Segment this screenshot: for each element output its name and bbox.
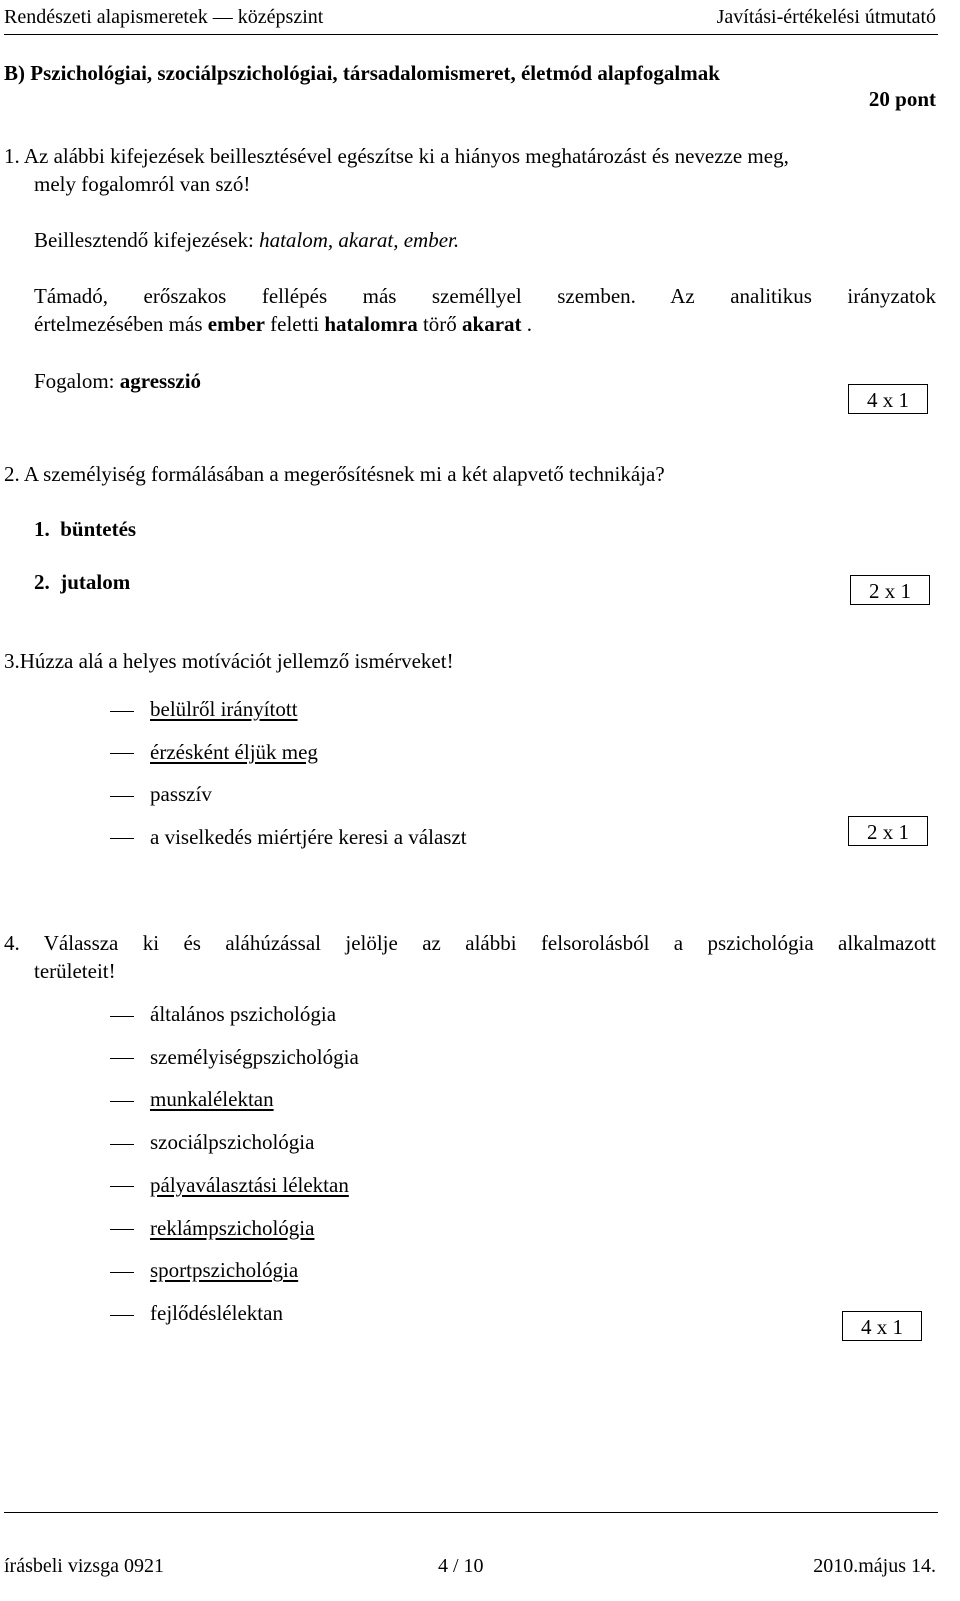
q3-item xyxy=(110,824,467,851)
dash-bullet-icon xyxy=(110,753,134,754)
q1-def-word-hatalomra: hatalomra xyxy=(324,312,418,336)
q1-definition-line1: Támadó, erőszakos fellépés más személlyel szemben. Az analitikus irányzatok xyxy=(34,284,936,308)
q2-answer-1: 1. büntetés xyxy=(34,517,137,541)
q1-concept-value: agresszió xyxy=(119,369,202,393)
dash-bullet-icon xyxy=(110,1315,134,1316)
q2-answer-2: 2. jutalom xyxy=(34,570,131,594)
q4-item xyxy=(110,1129,314,1156)
q2-score-box: 2 x 1 xyxy=(850,575,930,605)
q1-concept xyxy=(34,368,201,395)
q3-item xyxy=(110,696,298,723)
q4-line1-text: 4. Válassza ki és aláhúzással jelölje az alábbi felsorolásból a pszichológia alkalmazott xyxy=(4,931,936,955)
q1-definition-line2 xyxy=(34,311,532,338)
footer-page-number: 4 / 10 xyxy=(438,1555,484,1577)
q4-score-box: 4 x 1 xyxy=(842,1311,922,1341)
dash-bullet-icon xyxy=(110,1101,134,1102)
q4-item-text: általános pszichológia xyxy=(150,1002,337,1026)
q3-score-box: 2 x 1 xyxy=(848,816,928,846)
dash-bullet-icon xyxy=(110,838,134,839)
q1-def-word-ember: ember xyxy=(207,312,265,336)
q3-question: 3.Húzza alá a helyes motívációt jellemző ismérveket! xyxy=(4,649,454,673)
header-left: Rendészeti alapismeretek — középszint xyxy=(4,6,324,28)
q4-item xyxy=(110,1215,314,1242)
q3-item xyxy=(110,739,318,766)
q4-line2: területeit! xyxy=(34,959,116,983)
q4-line1 xyxy=(4,930,936,957)
q1-def-text: . xyxy=(521,312,533,336)
footer-left: írásbeli vizsga 0921 xyxy=(4,1555,164,1577)
dash-bullet-icon xyxy=(110,1144,134,1145)
q4-item xyxy=(110,1086,274,1113)
q3-item-text: a viselkedés miértjére keresi a választ xyxy=(150,824,467,849)
q4-item xyxy=(110,1172,349,1199)
q1-def-text: feletti xyxy=(264,312,325,336)
q1-concept-label: Fogalom: xyxy=(34,369,120,393)
q1-def-text: törő xyxy=(417,312,463,336)
q1-insert-label: Beillesztendő kifejezések: xyxy=(34,228,260,252)
q4-item xyxy=(110,1044,359,1071)
q4-item-text: sportpszichológia xyxy=(150,1258,299,1283)
q4-item-text: reklámpszichológia xyxy=(150,1215,315,1240)
q3-item-text: belülről irányított xyxy=(150,697,298,721)
dash-bullet-icon xyxy=(110,1016,134,1017)
q1-def-word-akarat: akarat xyxy=(462,312,522,336)
dash-bullet-icon xyxy=(110,1058,134,1059)
footer-rule xyxy=(4,1512,938,1513)
dash-bullet-icon xyxy=(110,1272,134,1273)
q4-item xyxy=(110,1300,283,1327)
dash-bullet-icon xyxy=(110,1186,134,1187)
q3-item-text: érzésként éljük meg xyxy=(150,739,318,764)
q2-question: 2. A személyiség formálásában a megerősítésnek mi a két alapvető technikája? xyxy=(4,462,665,486)
q1-insert-list: hatalom, akarat, ember. xyxy=(259,228,460,252)
q4-item-text: munkalélektan xyxy=(150,1087,274,1112)
q1-line1: 1. Az alábbi kifejezések beillesztésével egészítse ki a hiányos meghatározást és nevezze meg, xyxy=(4,144,789,168)
q1-def-text: értelmezésében más xyxy=(34,312,208,336)
q1-insert-words xyxy=(34,227,459,254)
q3-item-text: passzív xyxy=(150,782,212,806)
q4-item-text: személyiségpszichológia xyxy=(150,1044,359,1069)
header-right: Javítási-értékelési útmutató xyxy=(716,6,936,28)
dash-bullet-icon xyxy=(110,711,134,712)
dash-bullet-icon xyxy=(110,796,134,797)
q4-item xyxy=(110,1257,298,1284)
q4-item-text: pályaválasztási lélektan xyxy=(150,1172,349,1197)
q1-score-box: 4 x 1 xyxy=(848,384,928,414)
footer-date: 2010.május 14. xyxy=(813,1555,936,1577)
q4-item xyxy=(110,1001,336,1028)
header-rule xyxy=(4,34,938,35)
section-title: B) Pszichológiai, szociálpszichológiai, társadalomismeret, életmód alapfogalmak xyxy=(4,61,720,85)
section-points: 20 pont xyxy=(868,87,936,111)
q3-item xyxy=(110,781,212,808)
dash-bullet-icon xyxy=(110,1229,134,1230)
q1-line2: mely fogalomról van szó! xyxy=(34,172,251,196)
q4-item-text: szociálpszichológia xyxy=(150,1130,315,1155)
q4-item-text: fejlődéslélektan xyxy=(150,1300,283,1325)
